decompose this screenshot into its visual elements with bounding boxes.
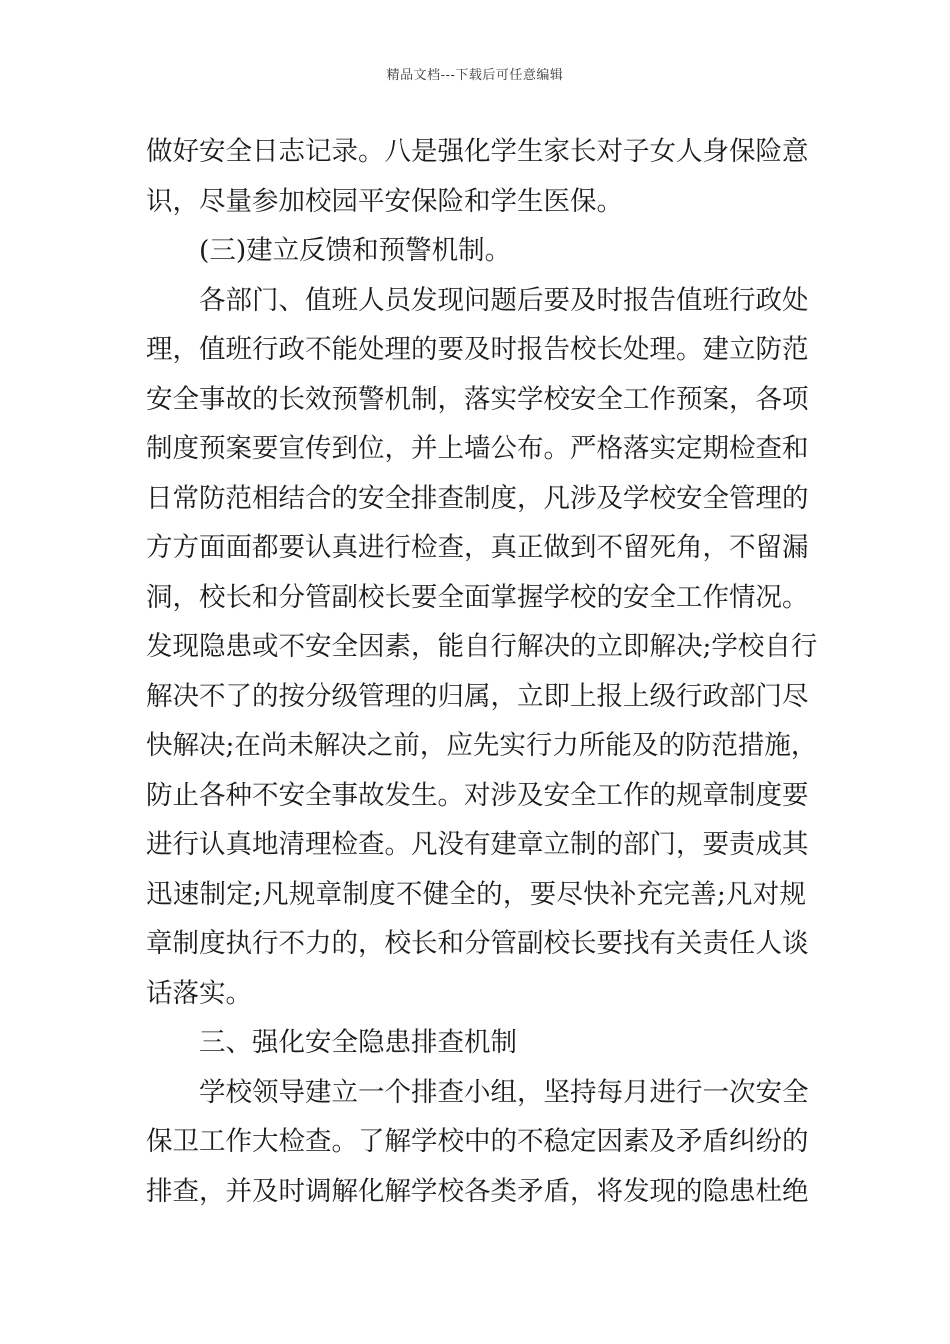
text-line: 制度预案要宣传到位，并上墙公布。严格落实定期检查和 — [146, 433, 809, 464]
text-line: 发现隐患或不安全因素，能自行解决的立即解决;学校自行 — [146, 631, 818, 662]
paragraph — [146, 1018, 806, 1068]
text-line: (三)建立反馈和预警机制。 — [199, 235, 512, 266]
text-line: 话落实。 — [146, 977, 252, 1009]
text-line: 章制度执行不力的，校长和分管副校长要找有关责任人谈 — [146, 928, 809, 959]
page-header: 精品文档---下载后可任意编辑 — [386, 68, 564, 83]
text-line: 解决不了的按分级管理的归属，立即上报上级行政部门尽 — [146, 680, 809, 712]
text-line: 快解决;在尚未解决之前，应先实行力所能及的防范措施， — [146, 730, 818, 761]
text-line: 进行认真地清理检查。凡没有建章立制的部门，要责成其 — [146, 829, 809, 860]
text-line: 防止各种不安全事故发生。对涉及安全工作的规章制度要 — [146, 779, 809, 811]
document-body — [146, 127, 818, 1216]
paragraph — [146, 127, 809, 226]
text-line: 洞，校长和分管副校长要全面掌握学校的安全工作情况。 — [146, 581, 809, 613]
text-line: 排查，并及时调解化解学校各类矛盾，将发现的隐患杜绝 — [146, 1175, 809, 1207]
text-line: 日常防范相结合的安全排查制度，凡涉及学校安全管理的 — [146, 482, 809, 514]
paragraph — [146, 276, 818, 1019]
text-line: 三、强化安全隐患排查机制 — [199, 1027, 517, 1058]
paragraph — [146, 226, 806, 276]
text-line: 做好安全日志记录。八是强化学生家长对子女人身保险意 — [146, 136, 809, 167]
text-line: 各部门、值班人员发现问题后要及时报告值班行政处 — [199, 284, 809, 316]
text-line: 理，值班行政不能处理的要及时报告校长处理。建立防范 — [146, 334, 809, 365]
text-line: 方方面面都要认真进行检查，真正做到不留死角，不留漏 — [146, 532, 809, 563]
text-line: 识，尽量参加校园平安保险和学生医保。 — [146, 185, 623, 217]
text-line: 安全事故的长效预警机制，落实学校安全工作预案，各项 — [146, 383, 809, 415]
paragraph — [146, 1068, 809, 1217]
text-line: 学校领导建立一个排查小组，坚持每月进行一次安全 — [199, 1076, 809, 1108]
text-line: 保卫工作大检查。了解学校中的不稳定因素及矛盾纠纷的 — [146, 1126, 809, 1157]
text-line: 迅速制定;凡规章制度不健全的，要尽快补充完善;凡对规 — [146, 878, 806, 910]
